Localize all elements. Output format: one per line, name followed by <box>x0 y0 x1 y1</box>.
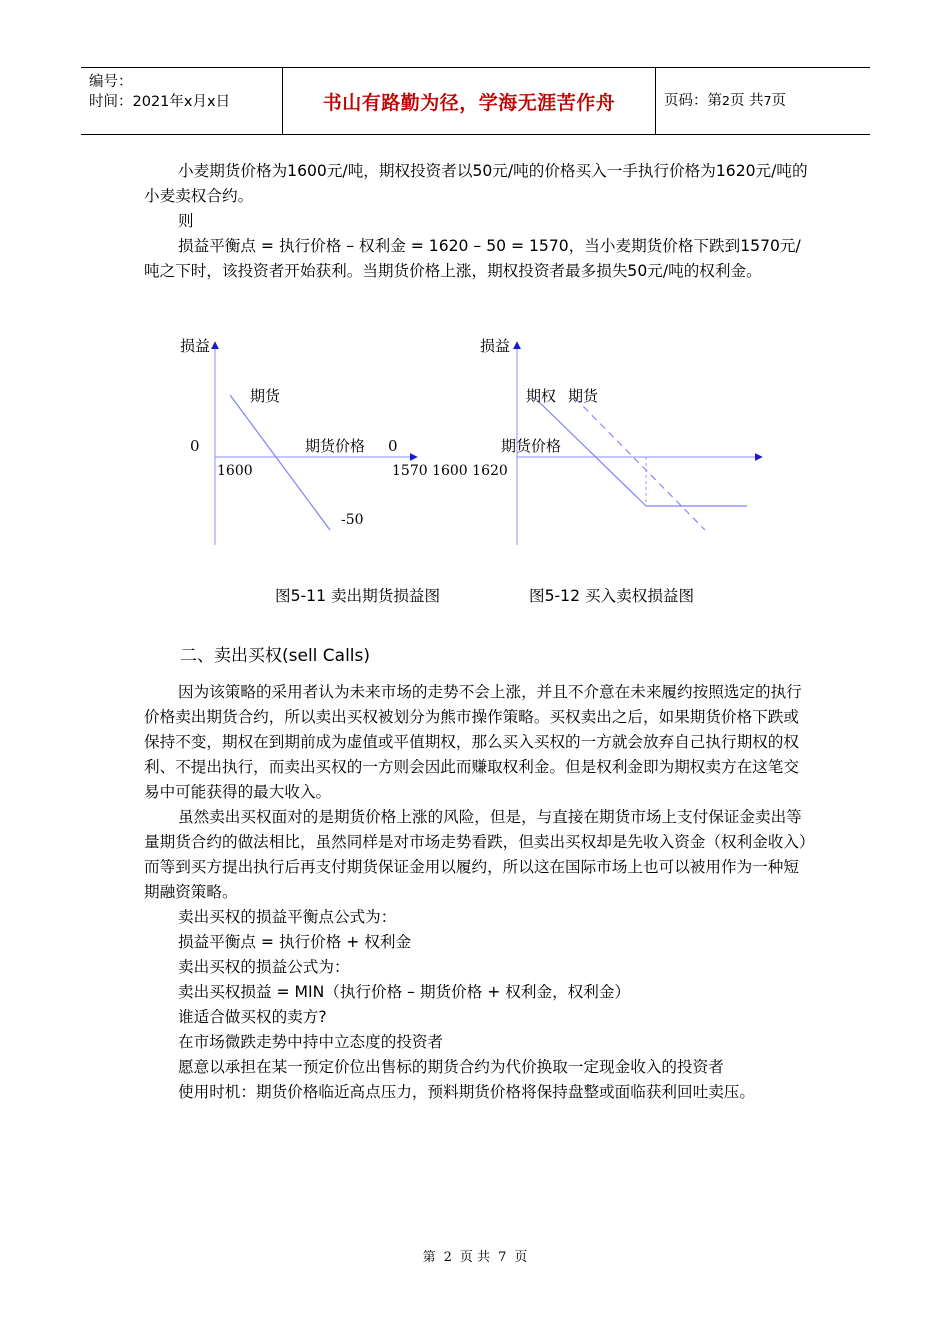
right-futures-dashed-line <box>575 398 705 530</box>
page-header <box>81 67 870 135</box>
section-heading: 二、卖出买权(sell Calls) <box>180 646 371 666</box>
intro-paragraph: 小麦期货价格为1600元/吨，期权投资者以50元/吨的价格买入一手执行价格为1620元/吨的小麦卖权合约。 <box>144 162 808 205</box>
right-x-label: 期货价格 <box>501 437 562 455</box>
left-y-label: 损益 <box>180 337 211 355</box>
right-curve-label-option: 期权 <box>526 387 557 405</box>
payoff-figures <box>170 330 790 570</box>
intro-paragraph: 则 <box>178 212 194 230</box>
intro-block <box>144 159 810 284</box>
section2-line: 卖出买权的损益平衡点公式为： <box>178 908 397 926</box>
section2-block <box>144 680 810 1105</box>
right-origin-label: 0 <box>388 437 398 455</box>
page-mid: 页 共 <box>729 93 764 109</box>
document-number-label: 编号： <box>89 74 133 90</box>
left-tick-label: 1600 <box>217 463 253 479</box>
figure-caption-right: 图5-12 买入卖权损益图 <box>529 587 695 605</box>
section2-line: 损益平衡点 = 执行价格 + 权利金 <box>178 933 412 951</box>
left-low-label: -50 <box>341 512 364 528</box>
left-x-label: 期货价格 <box>305 437 366 455</box>
right-y-label: 损益 <box>480 337 511 355</box>
section2-line: 愿意以承担在某一预定价位出售标的期货合约为代价换取一定现金收入的投资者 <box>178 1058 724 1076</box>
header-page-info <box>664 91 786 111</box>
figure-sell-futures <box>180 337 417 545</box>
section2-paragraph: 因为该策略的采用者认为未来市场的走势不会上涨，并且不介意在未来履约按照选定的执行价格卖出期货合约，所以卖出买权被划分为熊市操作策略。买权卖出之后，如果期货价格下跌或保持不变，期权在到期前成为虚值或平值期权，那么买入买权的一方就会放弃自己执行期权的权利、不提出执行，而卖出买权的一方则会因此而赚取权利金。但是权利金即为期权卖方在这笔交易中可能获得的最大收入。 <box>144 683 802 801</box>
right-curve-label-futures: 期货 <box>568 387 599 405</box>
footer-mid: 页 共 <box>459 1250 491 1265</box>
right-ticks-label: 1570 1600 1620 <box>392 463 508 479</box>
header-divider <box>655 67 656 135</box>
section2-paragraph: 虽然卖出买权面对的是期货价格上涨的风险，但是，与直接在期货市场上支付保证金卖出等量期货合约的做法相比，虽然同样是对市场走势看跌，但卖出买权却是先收入资金（权利金收入）而等到买方提出执行后再支付期货保证金用以履约，所以这在国际市场上也可以被用作为一种短期融资策略。 <box>144 808 807 901</box>
left-origin-label: 0 <box>190 437 200 455</box>
page-current: 2 <box>722 93 730 108</box>
footer-current: 2 <box>443 1250 452 1265</box>
page-prefix: 页码：第 <box>664 93 722 109</box>
figure-caption-left: 图5-11 卖出期货损益图 <box>275 587 441 605</box>
header-meta <box>89 72 230 112</box>
left-curve-label: 期货 <box>250 387 281 405</box>
header-motto: 书山有路勤为径，学海无涯苦作舟 <box>322 91 616 114</box>
intro-paragraph: 损益平衡点 = 执行价格 – 权利金 = 1620 – 50 = 1570，当小麦期货价格下跌到1570元/吨之下时，该投资者开始获利。当期货价格上涨，期权投资者最多损失50元/吨的权利金。 <box>144 237 801 280</box>
section2-line: 卖出买权损益 = MIN（执行价格 – 期货价格 + 权利金，权利金） <box>178 983 631 1001</box>
page-total: 7 <box>763 93 772 108</box>
section2-line: 使用时机：期货价格临近高点压力，预料期货价格将保持盘整或面临获利回吐卖压。 <box>178 1083 755 1101</box>
footer-total: 7 <box>498 1250 507 1265</box>
section2-line: 卖出买权的损益公式为： <box>178 958 350 976</box>
section2-line: 在市场微跌走势中持中立态度的投资者 <box>178 1033 444 1051</box>
figure-buy-puts <box>388 337 762 545</box>
section2-line: 谁适合做买权的卖方? <box>178 1008 327 1026</box>
document-time-label: 时间：2021年x月x日 <box>89 94 231 110</box>
page-footer <box>0 1246 950 1265</box>
footer-suffix: 页 <box>514 1250 528 1265</box>
footer-prefix: 第 <box>422 1250 436 1265</box>
page-suffix: 页 <box>771 93 787 109</box>
